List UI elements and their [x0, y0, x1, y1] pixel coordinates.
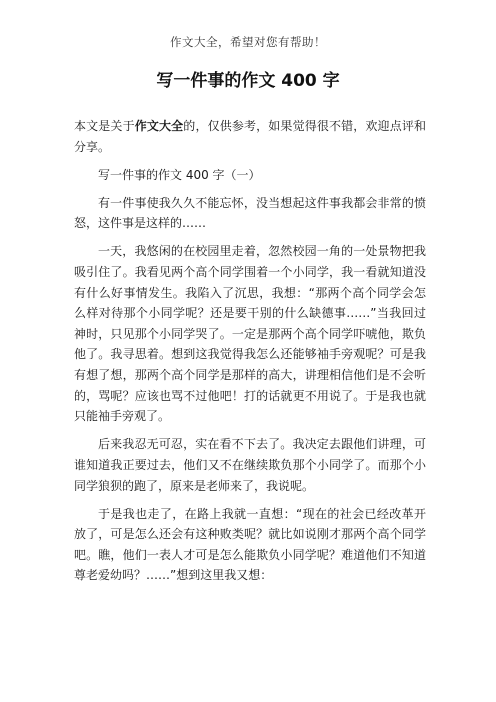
- body-paragraph-3: 后来我忍无可忍，实在看不下去了。我决定去跟他们讲理，可谁知道我正要过去，他们又不在继续欺负那个小同学了。而那个小同学狼狈的跑了，原来是老师来了，我说呢。: [74, 437, 426, 493]
- intro-text-after: 的，仅供参考，如果觉得很不错，欢迎点评和分享。: [74, 119, 426, 154]
- header-note: 作文大全，希望对您有帮助！: [170, 35, 326, 49]
- body-paragraph-1: 有一件事使我久久不能忘怀，没当想起这件事我都会非常的愤怒，这件事是这样的……: [74, 195, 426, 231]
- document-body: [74, 116, 426, 593]
- intro-paragraph: [74, 116, 426, 157]
- intro-bold-keyword: 作文大全: [134, 119, 184, 133]
- section-heading: 写一件事的作文 400 字（一）: [98, 167, 261, 182]
- body-paragraph-2: 一天，我悠闲的在校园里走着，忽然校园一角的一处景物把我吸引住了。我看见两个高个同学围着一个小同学，我一看就知道没有什么好事情发生。我陷入了沉思，我想：“那两个高个同学会怎么样对待那个小同学呢？还是要干别的什么缺德事……”当我回过神时，只见那个小同学哭了。一定是那两个高个同学吓唬他，欺负他了。我寻思着。想到这我觉得我怎么还能够袖手旁观呢？可是我有想了想，那两个高个同学是那样的高大，讲理相信他们是不会听的，骂呢？应该也骂不过他吧！打的话就更不用说了。于是我也就只能袖手旁观了。: [74, 244, 426, 424]
- body-paragraph-4: 于是我也走了，在路上我就一直想：“现在的社会已经改革开放了，可是怎么还会有这种败类呢？就比如说刚才那两个高个同学吧。瞧，他们一表人才可是怎么能欺负小同学呢？难道他们不知道尊老爱幼吗？……”想到这里我又想：: [74, 506, 426, 583]
- document-title: 写一件事的作文 400 字: [156, 71, 340, 91]
- intro-text-before: 本文是关于: [74, 119, 135, 133]
